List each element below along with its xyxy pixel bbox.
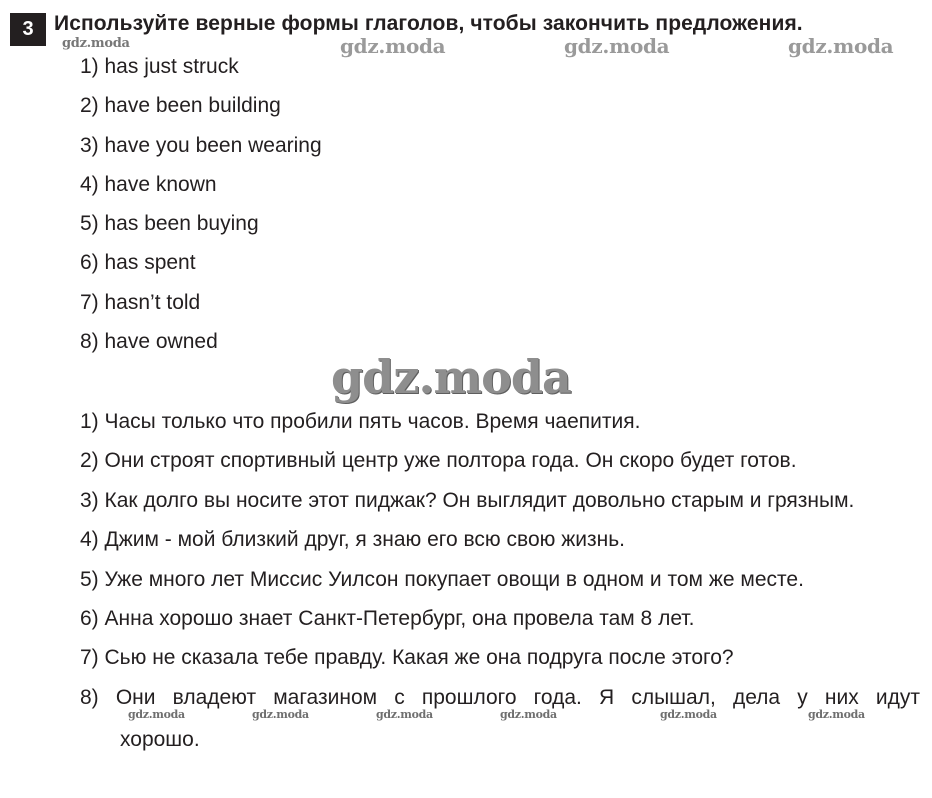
watermark: gdz.moda bbox=[788, 34, 894, 58]
watermark-large: gdz.moda bbox=[331, 350, 571, 404]
watermark: gdz.moda bbox=[376, 708, 433, 721]
watermark: gdz.moda bbox=[340, 34, 446, 58]
watermark: gdz.moda bbox=[128, 708, 185, 721]
answer-list bbox=[80, 52, 322, 366]
answer-item: 1) has just struck bbox=[80, 55, 239, 78]
answer-item: 8) have owned bbox=[80, 330, 218, 354]
sentence-item: 5) Уже много лет Миссис Уилсон покупает овощи в одном и том же месте. bbox=[80, 567, 804, 591]
sentence-item: 6) Анна хорошо знает Санкт-Петербург, она провела там 8 лет. bbox=[80, 606, 695, 630]
sentence-item: 1) Часы только что пробили пять часов. Время чаепития. bbox=[80, 410, 641, 433]
answer-item: 6) has spent bbox=[80, 251, 196, 275]
sentence-item: 7) Сью не сказала тебе правду. Какая же она подруга после этого? bbox=[80, 646, 734, 670]
watermark: gdz.moda bbox=[62, 36, 130, 51]
answer-item: 7) hasn’t told bbox=[80, 290, 201, 314]
sentence-item: 2) Они строят спортивный центр уже полтора года. Он скоро будет готов. bbox=[80, 449, 797, 473]
sentence-item: 8) Они владеют магазином с прошлого года. Я слышал, дела у них идут хорошо. bbox=[80, 685, 920, 751]
answer-item: 2) have been building bbox=[80, 94, 281, 118]
watermark: gdz.moda bbox=[500, 708, 557, 721]
exercise-instruction: Используйте верные формы глаголов, чтобы закончить предложения. bbox=[54, 12, 803, 35]
answer-item: 3) have you been wearing bbox=[80, 133, 322, 157]
answer-item: 5) has been buying bbox=[80, 212, 259, 236]
watermark: gdz.moda bbox=[808, 708, 865, 721]
watermark: gdz.moda bbox=[660, 708, 717, 721]
sentence-item: 3) Как долго вы носите этот пиджак? Он выглядит довольно старым и грязным. bbox=[80, 488, 855, 512]
watermark: gdz.moda bbox=[252, 708, 309, 721]
exercise-number-badge: 3 bbox=[10, 13, 46, 46]
answer-item: 4) have known bbox=[80, 172, 217, 196]
sentence-item: 4) Джим - мой близкий друг, я знаю его всю свою жизнь. bbox=[80, 528, 625, 552]
watermark: gdz.moda bbox=[564, 34, 670, 58]
